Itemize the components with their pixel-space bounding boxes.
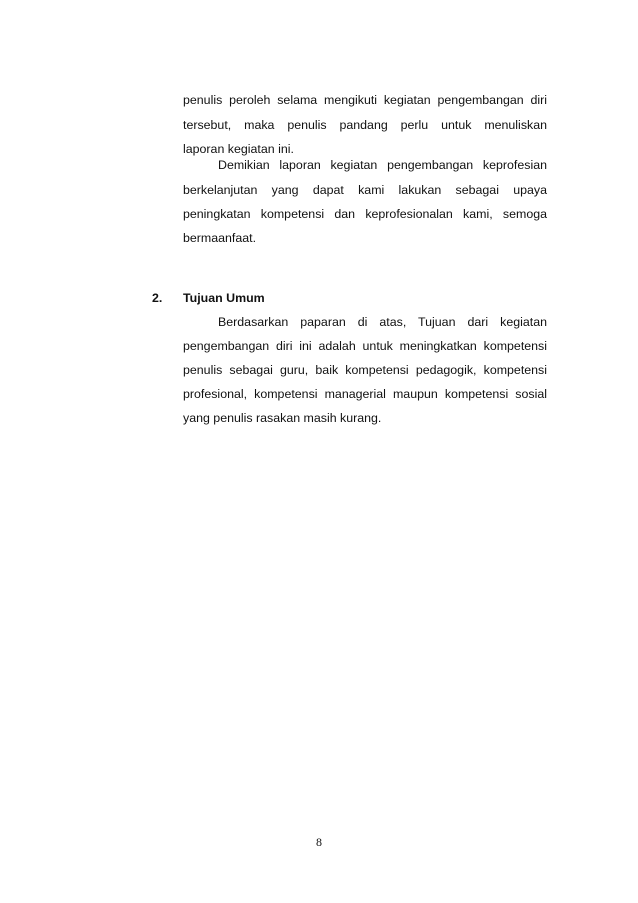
paragraph-line: laporan kegiatan ini. <box>183 142 294 156</box>
paragraph-line: berkelanjutan yang dapat kami lakukan sebagai upaya <box>183 183 547 197</box>
paragraph-line: yang penulis rasakan masih kurang. <box>183 411 382 425</box>
paragraph-line: peningkatan kompetensi dan keprofesionalan kami, semoga <box>183 207 547 221</box>
section-title: Tujuan Umum <box>183 291 265 305</box>
paragraph-line: penulis sebagai guru, baik kompetensi pedagogik, kompetensi <box>183 363 547 377</box>
paragraph-line: bermaanfaat. <box>183 231 257 245</box>
page-number: 8 <box>316 835 322 849</box>
section-number: 2. <box>152 291 163 305</box>
paragraph-line: Demikian laporan kegiatan pengembangan keprofesian <box>218 158 547 172</box>
paragraph-line: penulis peroleh selama mengikuti kegiatan pengembangan diri <box>183 93 547 107</box>
section-heading <box>152 290 265 306</box>
paragraph-line: profesional, kompetensi managerial maupun kompetensi sosial <box>183 387 547 401</box>
paragraph-line: pengembangan diri ini adalah untuk meningkatkan kompetensi <box>183 339 547 353</box>
paragraph-line: Berdasarkan paparan di atas, Tujuan dari kegiatan <box>218 315 547 329</box>
paragraph-line: tersebut, maka penulis pandang perlu untuk menuliskan <box>183 118 547 132</box>
